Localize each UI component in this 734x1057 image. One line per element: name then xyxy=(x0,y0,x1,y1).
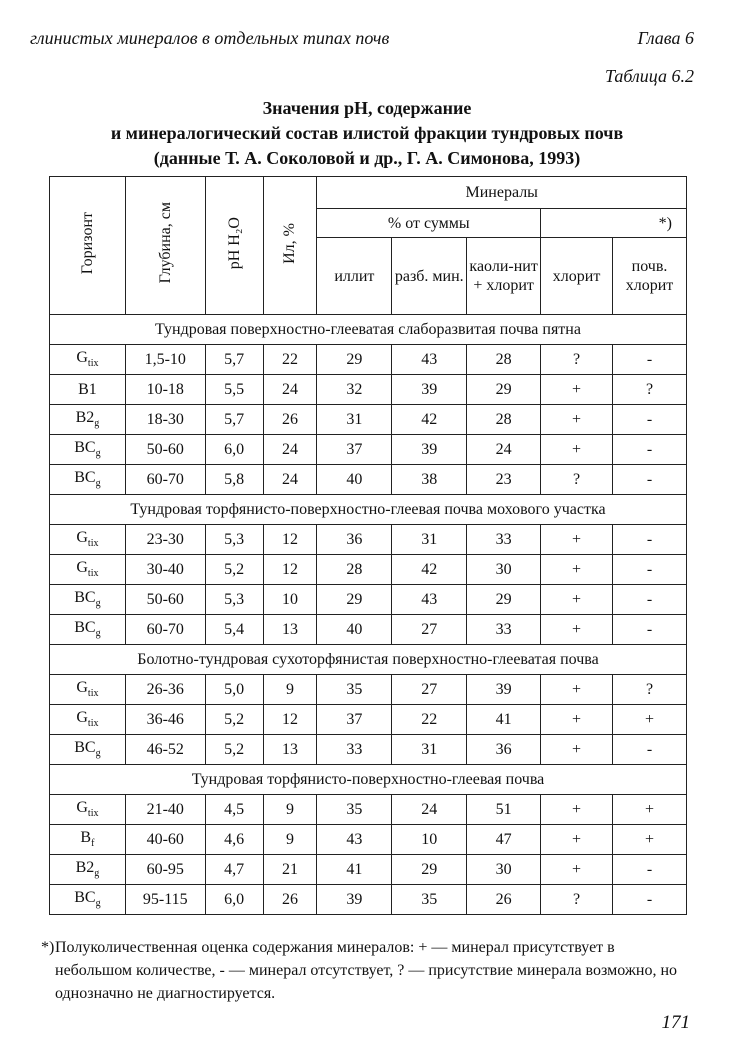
mixed-cell: 35 xyxy=(392,885,467,915)
section-row xyxy=(50,495,687,525)
table-row xyxy=(50,825,687,855)
silt-cell: 24 xyxy=(263,465,317,495)
ph-cell: 5,3 xyxy=(205,585,263,615)
soil-chlorite-cell: - xyxy=(613,435,687,465)
horizon-symbol: G xyxy=(76,679,88,697)
kaolinite-cell: 26 xyxy=(467,885,541,915)
horizon-symbol: G xyxy=(76,529,88,547)
horizon-cell xyxy=(50,405,126,435)
illite-cell: 31 xyxy=(317,405,392,435)
horizon-cell xyxy=(50,885,126,915)
horizon-cell xyxy=(50,735,126,765)
table-label: Таблица 6.2 xyxy=(604,66,694,86)
col-chlorite-header: хлорит xyxy=(541,238,613,315)
silt-cell: 22 xyxy=(263,345,317,375)
chlorite-cell: + xyxy=(541,435,613,465)
horizon-cell xyxy=(50,555,126,585)
soil-chlorite-cell: - xyxy=(613,615,687,645)
chlorite-cell: + xyxy=(541,825,613,855)
illite-cell: 29 xyxy=(317,585,392,615)
soil-chlorite-cell: - xyxy=(613,345,687,375)
kaolinite-cell: 28 xyxy=(467,345,541,375)
title-line: и минералогический состав илистой фракции тундровых почв xyxy=(110,123,624,143)
chlorite-cell: + xyxy=(541,405,613,435)
kaolinite-cell: 24 xyxy=(467,435,541,465)
mixed-cell: 31 xyxy=(392,525,467,555)
col-depth-header: Глубина, см xyxy=(125,177,205,315)
horizon-subscript: tix xyxy=(87,568,99,580)
kaolinite-cell: 28 xyxy=(467,405,541,435)
soil-chlorite-cell: - xyxy=(613,555,687,585)
depth-cell: 60-95 xyxy=(125,855,205,885)
illite-cell: 41 xyxy=(317,855,392,885)
soil-chlorite-cell: ? xyxy=(613,675,687,705)
table-row xyxy=(50,345,687,375)
depth-cell: 60-70 xyxy=(125,465,205,495)
section-row xyxy=(50,765,687,795)
depth-cell: 30-40 xyxy=(125,555,205,585)
semi-quant-header: *) xyxy=(541,209,687,238)
table-title xyxy=(0,96,734,171)
chlorite-cell: ? xyxy=(541,885,613,915)
illite-cell: 33 xyxy=(317,735,392,765)
table-header xyxy=(50,177,687,315)
horizon-symbol: BC xyxy=(74,889,96,907)
depth-cell: 50-60 xyxy=(125,585,205,615)
mixed-cell: 39 xyxy=(392,435,467,465)
horizon-cell xyxy=(50,705,126,735)
table-row xyxy=(50,855,687,885)
depth-cell: 60-70 xyxy=(125,615,205,645)
ph-cell: 5,8 xyxy=(205,465,263,495)
chapter-label: Глава 6 xyxy=(637,28,694,48)
horizon-subscript: g xyxy=(95,748,101,760)
horizon-symbol: B1 xyxy=(78,380,97,398)
mixed-cell: 22 xyxy=(392,705,467,735)
horizon-subscript: tix xyxy=(87,718,99,730)
ph-cell: 5,5 xyxy=(205,375,263,405)
illite-cell: 39 xyxy=(317,885,392,915)
mixed-cell: 42 xyxy=(392,555,467,585)
horizon-symbol: BC xyxy=(74,469,96,487)
ph-cell: 5,4 xyxy=(205,615,263,645)
table-row xyxy=(50,615,687,645)
silt-cell: 26 xyxy=(263,405,317,435)
col-horizon-header: Горизонт xyxy=(50,177,126,315)
soil-chlorite-cell: - xyxy=(613,465,687,495)
kaolinite-cell: 41 xyxy=(467,705,541,735)
col-silt-header: Ил, % xyxy=(263,177,317,315)
horizon-symbol: BC xyxy=(74,589,96,607)
ph-cell: 5,2 xyxy=(205,705,263,735)
table-row xyxy=(50,585,687,615)
table-row xyxy=(50,735,687,765)
mixed-cell: 27 xyxy=(392,615,467,645)
col-soil-chlorite-header: почв. хлорит xyxy=(613,238,687,315)
horizon-subscript: g xyxy=(95,478,101,490)
ph-cell: 5,2 xyxy=(205,735,263,765)
depth-cell: 95-115 xyxy=(125,885,205,915)
silt-cell: 26 xyxy=(263,885,317,915)
silt-cell: 13 xyxy=(263,735,317,765)
horizon-symbol: BC xyxy=(74,439,96,457)
ph-cell: 5,7 xyxy=(205,345,263,375)
running-head xyxy=(30,28,694,52)
mixed-cell: 24 xyxy=(392,795,467,825)
horizon-cell xyxy=(50,585,126,615)
footnote-text: Полуколичественная оценка содержания минералов: + — минерал присутствует в небольшом количестве, - — минерал отсутствует, ? — присутствие минерала возможно, но однозначно не диагностируется. xyxy=(55,939,677,1002)
kaolinite-cell: 29 xyxy=(467,585,541,615)
mixed-cell: 10 xyxy=(392,825,467,855)
mixed-cell: 27 xyxy=(392,675,467,705)
kaolinite-cell: 36 xyxy=(467,735,541,765)
horizon-symbol: BC xyxy=(74,619,96,637)
footnote-mark: *) xyxy=(41,939,55,956)
title-line: Значения pH, содержание xyxy=(262,98,472,118)
horizon-subscript: g xyxy=(94,868,100,880)
depth-cell: 50-60 xyxy=(125,435,205,465)
horizon-symbol: G xyxy=(76,709,88,727)
ph-cell: 5,0 xyxy=(205,675,263,705)
illite-cell: 32 xyxy=(317,375,392,405)
ph-cell: 4,5 xyxy=(205,795,263,825)
chlorite-cell: + xyxy=(541,795,613,825)
kaolinite-cell: 33 xyxy=(467,525,541,555)
mixed-cell: 43 xyxy=(392,585,467,615)
mixed-cell: 39 xyxy=(392,375,467,405)
soil-chlorite-cell: + xyxy=(613,705,687,735)
soil-chlorite-cell: - xyxy=(613,855,687,885)
horizon-symbol: B2 xyxy=(75,859,95,877)
silt-cell: 13 xyxy=(263,615,317,645)
illite-cell: 40 xyxy=(317,465,392,495)
ph-cell: 6,0 xyxy=(205,885,263,915)
horizon-subscript: tix xyxy=(87,358,99,370)
depth-cell: 40-60 xyxy=(125,825,205,855)
horizon-cell xyxy=(50,675,126,705)
horizon-cell xyxy=(50,525,126,555)
kaolinite-cell: 29 xyxy=(467,375,541,405)
soil-chlorite-cell: + xyxy=(613,795,687,825)
title-line: (данные Т. А. Соколовой и др., Г. А. Симонова, 1993) xyxy=(153,148,581,168)
table-row xyxy=(50,435,687,465)
kaolinite-cell: 30 xyxy=(467,855,541,885)
section-title: Тундровая поверхностно-глееватая слаборазвитая почва пятна xyxy=(50,315,687,345)
horizon-subscript: g xyxy=(95,598,101,610)
horizon-symbol: G xyxy=(76,799,88,817)
silt-cell: 12 xyxy=(263,525,317,555)
depth-cell: 10-18 xyxy=(125,375,205,405)
illite-cell: 35 xyxy=(317,795,392,825)
horizon-cell xyxy=(50,825,126,855)
horizon-cell xyxy=(50,375,126,405)
chlorite-cell: + xyxy=(541,675,613,705)
chlorite-cell: + xyxy=(541,735,613,765)
kaolinite-cell: 47 xyxy=(467,825,541,855)
depth-cell: 26-36 xyxy=(125,675,205,705)
soil-chlorite-cell: - xyxy=(613,525,687,555)
horizon-cell xyxy=(50,795,126,825)
ph-cell: 6,0 xyxy=(205,435,263,465)
ph-cell: 5,2 xyxy=(205,555,263,585)
illite-cell: 43 xyxy=(317,825,392,855)
depth-cell: 21-40 xyxy=(125,795,205,825)
section-row xyxy=(50,315,687,345)
minerals-header: Минералы xyxy=(317,177,687,209)
running-title: глинистых минералов в отдельных типах почв xyxy=(30,28,390,48)
footnote xyxy=(41,936,691,1005)
table-row xyxy=(50,375,687,405)
chlorite-cell: + xyxy=(541,615,613,645)
kaolinite-cell: 30 xyxy=(467,555,541,585)
soil-chlorite-cell: - xyxy=(613,405,687,435)
ph-cell: 4,7 xyxy=(205,855,263,885)
horizon-cell xyxy=(50,615,126,645)
col-mixed-header: разб. мин. xyxy=(392,238,467,315)
kaolinite-cell: 23 xyxy=(467,465,541,495)
chlorite-cell: ? xyxy=(541,345,613,375)
silt-cell: 21 xyxy=(263,855,317,885)
table-row xyxy=(50,705,687,735)
silt-cell: 12 xyxy=(263,555,317,585)
table-row xyxy=(50,465,687,495)
table-row xyxy=(50,675,687,705)
horizon-symbol: G xyxy=(76,559,88,577)
horizon-symbol: B xyxy=(80,829,92,847)
table-body xyxy=(50,315,687,915)
depth-cell: 1,5-10 xyxy=(125,345,205,375)
soil-chlorite-cell: ? xyxy=(613,375,687,405)
section-title: Тундровая торфянисто-поверхностно-глеевая почва xyxy=(50,765,687,795)
horizon-symbol: BC xyxy=(74,739,96,757)
mixed-cell: 31 xyxy=(392,735,467,765)
illite-cell: 37 xyxy=(317,435,392,465)
horizon-subscript: g xyxy=(94,418,100,430)
horizon-subscript: tix xyxy=(87,688,99,700)
soil-chlorite-cell: - xyxy=(613,585,687,615)
col-illite-header: иллит xyxy=(317,238,392,315)
illite-cell: 29 xyxy=(317,345,392,375)
chlorite-cell: + xyxy=(541,705,613,735)
col-kaolinite-header: каоли-нит + хлорит xyxy=(467,238,541,315)
mixed-cell: 43 xyxy=(392,345,467,375)
kaolinite-cell: 39 xyxy=(467,675,541,705)
horizon-subscript: f xyxy=(91,838,95,850)
horizon-symbol: G xyxy=(76,349,88,367)
pct-of-sum-header: % от суммы xyxy=(317,209,541,238)
depth-cell: 23-30 xyxy=(125,525,205,555)
silt-cell: 24 xyxy=(263,375,317,405)
page-number: 171 xyxy=(661,1012,690,1033)
chlorite-cell: ? xyxy=(541,465,613,495)
data-table xyxy=(49,176,687,915)
silt-cell: 9 xyxy=(263,795,317,825)
illite-cell: 36 xyxy=(317,525,392,555)
chlorite-cell: + xyxy=(541,585,613,615)
silt-cell: 9 xyxy=(263,825,317,855)
ph-cell: 5,3 xyxy=(205,525,263,555)
horizon-cell xyxy=(50,435,126,465)
section-title: Болотно-тундровая сухоторфянистая поверхностно-глееватая почва xyxy=(50,645,687,675)
table-row xyxy=(50,885,687,915)
horizon-subscript: g xyxy=(95,448,101,460)
col-ph-header: pH H₂O xyxy=(205,177,263,315)
soil-chlorite-cell: + xyxy=(613,825,687,855)
mixed-cell: 38 xyxy=(392,465,467,495)
soil-chlorite-cell: - xyxy=(613,735,687,765)
horizon-subscript: tix xyxy=(87,808,99,820)
mixed-cell: 29 xyxy=(392,855,467,885)
horizon-cell xyxy=(50,855,126,885)
illite-cell: 37 xyxy=(317,705,392,735)
kaolinite-cell: 33 xyxy=(467,615,541,645)
ph-cell: 4,6 xyxy=(205,825,263,855)
depth-cell: 18-30 xyxy=(125,405,205,435)
horizon-subscript: g xyxy=(95,898,101,910)
illite-cell: 35 xyxy=(317,675,392,705)
table-row xyxy=(50,555,687,585)
horizon-cell xyxy=(50,465,126,495)
table-row xyxy=(50,525,687,555)
silt-cell: 12 xyxy=(263,705,317,735)
kaolinite-cell: 51 xyxy=(467,795,541,825)
chlorite-cell: + xyxy=(541,855,613,885)
section-row xyxy=(50,645,687,675)
ph-cell: 5,7 xyxy=(205,405,263,435)
horizon-subscript: g xyxy=(95,628,101,640)
horizon-cell xyxy=(50,345,126,375)
silt-cell: 9 xyxy=(263,675,317,705)
depth-cell: 46-52 xyxy=(125,735,205,765)
silt-cell: 10 xyxy=(263,585,317,615)
horizon-subscript: tix xyxy=(87,538,99,550)
silt-cell: 24 xyxy=(263,435,317,465)
illite-cell: 40 xyxy=(317,615,392,645)
section-title: Тундровая торфянисто-поверхностно-глеевая почва мохового участка xyxy=(50,495,687,525)
chlorite-cell: + xyxy=(541,375,613,405)
depth-cell: 36-46 xyxy=(125,705,205,735)
chlorite-cell: + xyxy=(541,555,613,585)
table-row xyxy=(50,795,687,825)
table-row xyxy=(50,405,687,435)
horizon-symbol: B2 xyxy=(75,409,95,427)
mixed-cell: 42 xyxy=(392,405,467,435)
chlorite-cell: + xyxy=(541,525,613,555)
soil-chlorite-cell: - xyxy=(613,885,687,915)
illite-cell: 28 xyxy=(317,555,392,585)
